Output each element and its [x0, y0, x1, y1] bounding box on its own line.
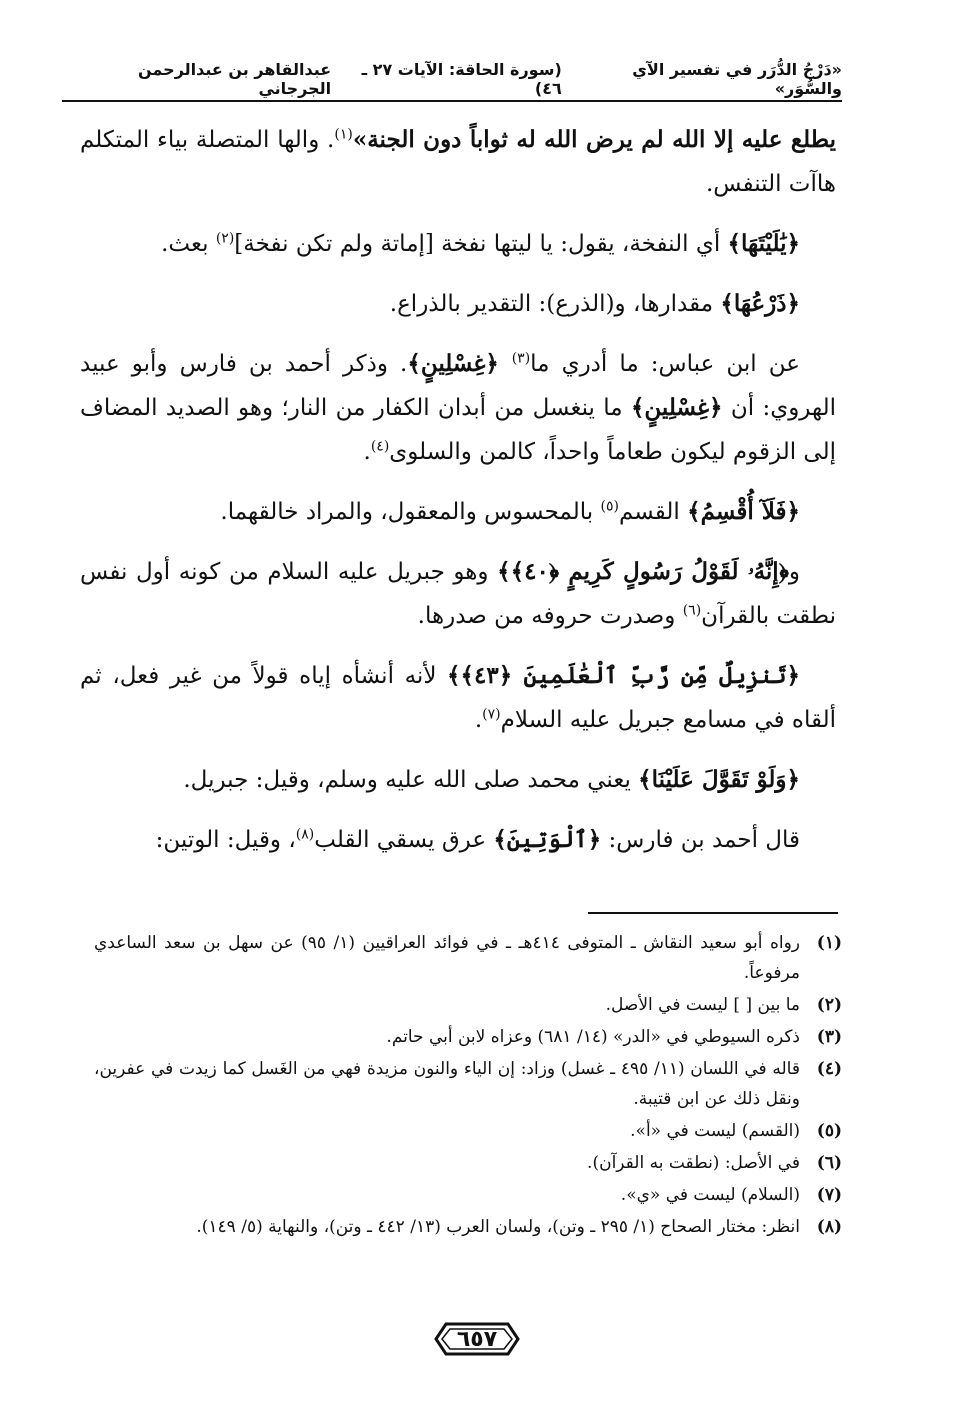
footnote [94, 990, 842, 1020]
paragraph-9 [80, 818, 836, 862]
paragraph-text: ، وقيل: الوتين: [155, 827, 296, 853]
footnote [94, 1116, 842, 1146]
paragraph-text: بالمحسوس والمعقول، والمراد خالقهما. [220, 499, 601, 525]
page-number-ornament [432, 1318, 522, 1360]
footnote-ref-6[interactable]: (٦) [682, 602, 702, 619]
quran-quote: ﴿يَٰلَيْتَهَا﴾ [727, 230, 800, 257]
paragraph-text: وهو جبريل عليه السلام من كونه أول نفس نطقت بالقرآن [80, 559, 836, 629]
section-title: (سورة الحاقة: الآيات ٢٧ ـ ٤٦) [361, 60, 562, 98]
footnote-ref-3[interactable]: (٣) [511, 350, 531, 367]
paragraph-text: مقدارها، و(الذرع): التقدير بالذراع. [389, 291, 721, 317]
paragraph-7 [80, 654, 836, 742]
footnote [94, 1148, 842, 1178]
hadith-quote: يطلع عليه إلا الله لم يرض الله له ثواباً دون الجنة» [352, 126, 836, 153]
author-name: عبدالقاهر بن عبدالرحمن الجرجاني [138, 60, 332, 98]
quran-quote: ﴿غِسْلِينٍ﴾ [630, 394, 723, 421]
footnote-ref-5[interactable]: (٥) [600, 498, 619, 515]
footnote-text: رواه أبو سعيد النقاش ـ المتوفى ٤١٤هـ ـ في فوائد العراقيين (١/ ٩٥) عن سهل بن سعد الساعدي مرفوعاً. [94, 933, 800, 983]
footnote-ref-8[interactable]: (٨) [295, 826, 315, 843]
footnote [94, 1212, 842, 1242]
footnote-text: (القسم) ليست في «أ». [630, 1121, 800, 1141]
footnote [94, 928, 842, 988]
footnote-text: ذكره السيوطي في «الدر» (١٤/ ٦٨١) وعزاه لابن أبي حاتم. [386, 1027, 800, 1047]
footnote-text: (السلام) ليست في «ي». [620, 1185, 800, 1205]
footnote-number: (٤) [816, 1059, 842, 1079]
main-text [80, 118, 836, 878]
footnote [94, 1022, 842, 1052]
quran-quote: ﴿ذَرْعُهَا﴾ [720, 290, 800, 317]
footnote-ref-4[interactable]: (٤) [370, 438, 390, 455]
paragraph-5 [80, 490, 836, 534]
paragraph-text: بعث. [161, 231, 216, 257]
book-title: «دَرْجُ الدُّرَر في تفسير الآي والسُّوَر» [632, 60, 842, 98]
paragraph-1 [80, 118, 836, 206]
footnote-number: (٢) [816, 995, 842, 1015]
paragraph-text: . [474, 707, 483, 733]
paragraph-text: ما ينغسل من أبدان الكفار من النار؛ وهو الصديد المضاف إلى الزقوم ليكون طعاماً واحداً، كالمن والسلوى [80, 395, 836, 465]
footnote-number: (٨) [816, 1217, 842, 1237]
quran-quote: ﴿ٱلْوَتِينَ﴾ [493, 826, 602, 853]
footnotes [94, 928, 842, 1244]
paragraph-text: عن ابن عباس: ما أدري ما [530, 351, 800, 377]
footnote-divider [588, 912, 838, 914]
quran-quote: ﴿غِسْلِينٍ﴾ [407, 350, 512, 377]
footnote-text: قاله في اللسان (١١/ ٤٩٥ ـ غسل) وزاد: إن الياء والنون مزيدة فهي من الغَسل كما زيدت في عفرين، ونقل ذلك عن ابن قتيبة. [94, 1059, 800, 1109]
footnote [94, 1054, 842, 1114]
paragraph-3 [80, 282, 836, 326]
quran-quote: ﴿فَلَآ أُقْسِمُ﴾ [687, 498, 800, 525]
paragraph-text: . والها المتصلة بياء المتكلم هاآت التنفس. [80, 127, 836, 197]
paragraph-text: . [363, 439, 371, 465]
footnote-ref-7[interactable]: (٧) [482, 706, 501, 723]
page-number: ٦٥٧ [456, 1326, 498, 1352]
footnote-number: (٧) [816, 1185, 842, 1205]
paragraph-text: قال أحمد بن فارس: [601, 827, 800, 853]
paragraph-6 [80, 550, 836, 638]
footnote-text: في الأصل: (نطقت به القرآن). [587, 1153, 800, 1173]
footnote-ref-2[interactable]: (٢) [215, 230, 235, 247]
paragraph-text: أي النفخة، يقول: يا ليتها نفخة [إماتة ولم تكن نفخة] [234, 231, 728, 257]
footnote-number: (١) [816, 933, 842, 953]
quran-quote: ﴿وَلَوْ تَقَوَّلَ عَلَيْنَا﴾ [638, 766, 800, 793]
footnote-ref-1[interactable]: (١) [334, 126, 353, 143]
footnote [94, 1180, 842, 1210]
footnote-number: (٦) [816, 1153, 842, 1173]
paragraph-text: يعني محمد صلى الله عليه وسلم، وقيل: جبريل. [183, 767, 639, 793]
footnote-text: ما بين [ ] ليست في الأصل. [605, 995, 800, 1015]
paragraph-4 [80, 342, 836, 474]
running-header [62, 62, 842, 96]
footnote-text: انظر: مختار الصحاح (١/ ٢٩٥ ـ وتن)، ولسان العرب (١٣/ ٤٤٢ ـ وتن)، والنهاية (٥/ ١٤٩). [196, 1217, 800, 1237]
paragraph-text: عرق يسقي القلب [314, 827, 494, 853]
quran-quote: ﴿تَنزِيلٌ مِّن رَّبِّ ٱلْعَٰلَمِينَ ﴿٤٣﴾﴾ [447, 662, 800, 689]
paragraph-text: . وذكر أحمد بن فارس وأبو عبيد الهروي: أن [80, 351, 836, 421]
footnote-number: (٥) [816, 1121, 842, 1141]
footnote-number: (٣) [816, 1027, 842, 1047]
quran-quote: ﴿إِنَّهُۥ لَقَوْلُ رَسُولٍ كَرِيمٍ ﴿٤٠﴾﴾ [497, 558, 789, 585]
header-divider [62, 100, 842, 102]
paragraph-text: و [788, 559, 800, 585]
paragraph-text: القسم [618, 499, 688, 525]
paragraph-text: وصدرت حروفه من صدرها. [417, 603, 683, 629]
paragraph-text: لأنه أنشأه إياه قولاً من غير فعل، ثم ألقاه في مسامع جبريل عليه السلام [80, 663, 836, 733]
paragraph-8 [80, 758, 836, 802]
paragraph-2 [80, 222, 836, 266]
